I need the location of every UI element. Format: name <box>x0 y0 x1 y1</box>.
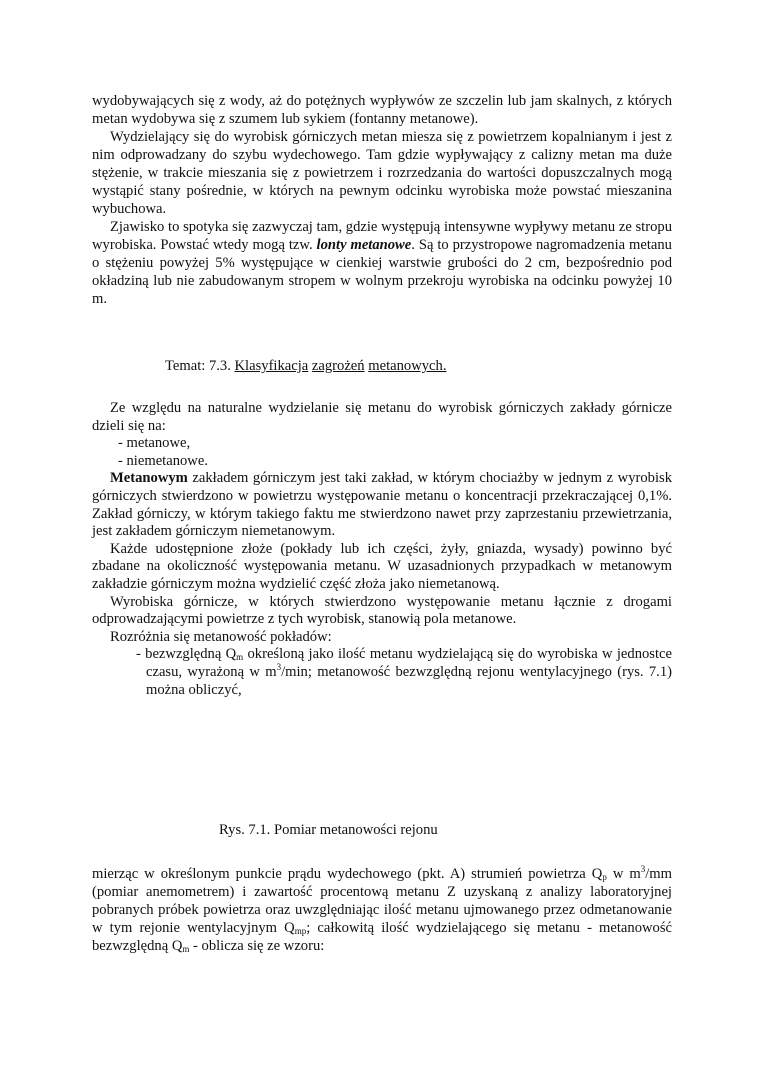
heading-word-3: metanowych. <box>368 358 447 374</box>
subscript: m <box>236 652 244 663</box>
p3-end: . Są to przystropowe nagromadzenia metanu o stężeniu powyżej 5% występujące w cienkiej warstwie grubości do 2 cm, bezpośrednio pod okładziną lub nie zabudowanym stropem w wolnym przekroju wyrobiska na odcinku powyżej 10 m. <box>92 237 672 307</box>
section-heading <box>165 357 446 375</box>
heading-word-2: zagrożeń <box>311 358 365 374</box>
paragraph-rozroznia: Rozróżnia się metanowość pokładów: <box>110 628 332 645</box>
subscript: m <box>182 944 190 954</box>
paragraph-1: wydobywających się z wody, aż do potężnych wypływów ze szczelin lub jam skalnych, z których metan wydobywa się z szumem lub sykiem (fontanny metanowe). <box>92 93 672 127</box>
superscript: 3 <box>276 661 282 672</box>
paragraph-3 <box>92 218 672 308</box>
paragraph-wyrobiska: Wyrobiska górnicze, w których stwierdzono występowanie metanu łącznie z drogami odprowadzającymi powietrze z tych wyrobisk, stanowią pola metanowe. <box>92 593 672 628</box>
list-item: - metanowe, <box>118 435 191 452</box>
section-1 <box>92 92 672 308</box>
dash-item <box>110 646 672 699</box>
text-part: - oblicza się ze wzoru: <box>189 938 325 954</box>
section-3 <box>92 865 672 955</box>
paragraph-2: Wydzielający się do wyrobisk górniczych metan miesza się z powietrzem kopalnianym i jest z nim odprowadzany do szybu wydechowego. Tam gdzie wypływający z calizny metan ma duże stężenie, w trakcie mieszania się z powietrzem i rozrzedzania do wartości dopuszczalnych mogą wystąpić stany pośrednie, w których na pewnym odcinku wyrobiska może powstać mieszanina wybuchowa. <box>92 129 672 217</box>
paragraph-metanowym <box>92 470 672 540</box>
superscript: 3 <box>640 864 646 874</box>
heading-word-1: Klasyfikacja <box>234 358 309 374</box>
paragraph-formula-intro <box>92 865 672 955</box>
p3-start: Zjawisko to spotyka się zazwyczaj tam, gdzie występują intensywne wypływy metanu ze stropu wyrobiska. Powstać wtedy mogą tzw. <box>92 219 672 253</box>
bold-term: Metanowym <box>110 470 188 487</box>
intro-paragraph: Ze względu na naturalne wydzielanie się metanu do wyrobisk górniczych zakłady górnicze dzieli się na: <box>92 400 672 434</box>
subscript: mp <box>294 926 307 936</box>
dash-text-c: /min; metanowość bezwzględną rejonu wentylacyjnego (rys. 7.1) można obliczyć, <box>146 663 672 698</box>
heading-prefix: Temat: 7.3. <box>165 358 231 374</box>
metan-text: zakładem górniczym jest taki zakład, w którym chociażby w jednym z wyrobisk górniczych stwierdzono w powietrzu występowanie metanu o koncentracji przekraczającej 0,1%. Zakład górniczy, w którym takiego faktu me stwierdzono nawet przy zaprzestaniu przewietrzania, jest zakładem górniczym niemetanowym. <box>92 470 672 540</box>
figure-caption: Rys. 7.1. Pomiar metanowości rejonu <box>219 822 438 838</box>
dash-text-b: określoną jako ilość metanu wydzielającą się do wyrobiska w jednostce czasu, wyrażoną w m <box>146 646 672 680</box>
section-2 <box>92 400 672 699</box>
p3-bold-term: lonty metanowe <box>316 237 412 253</box>
text-part: /mm (pomiar anemometrem) i zawartość procentową metanu Z uzyskaną z analizy laboratoryjnej pobranych próbek powietrza oraz uwzględniając ilość metanu ujmowanego przez odmetanowanie w tym rejonie wentylacyjnym Q <box>92 866 673 936</box>
text-part: ; całkowitą ilość wydzielającego się metanu - metanowość bezwzględną Q <box>92 920 672 954</box>
text-part: mierząc w określonym punkcie prądu wydechowego (pkt. A) strumień powietrza Q <box>92 866 603 882</box>
text-part: w m <box>606 866 641 882</box>
subscript: p <box>602 872 607 882</box>
paragraph-zloze: Każde udostępnione złoże (pokłady lub ich części, żyły, gniazda, wysady) powinno być zbadane na okoliczność występowania metanu. W uzasadnionych przypadkach w metanowym zakładzie górniczym można wydzielić część złoża jako niemetanową. <box>92 540 672 592</box>
dash-text-a: - bezwzględną Q <box>136 646 237 663</box>
dash-list <box>92 646 672 699</box>
list-item: - niemetanowe. <box>118 452 208 469</box>
